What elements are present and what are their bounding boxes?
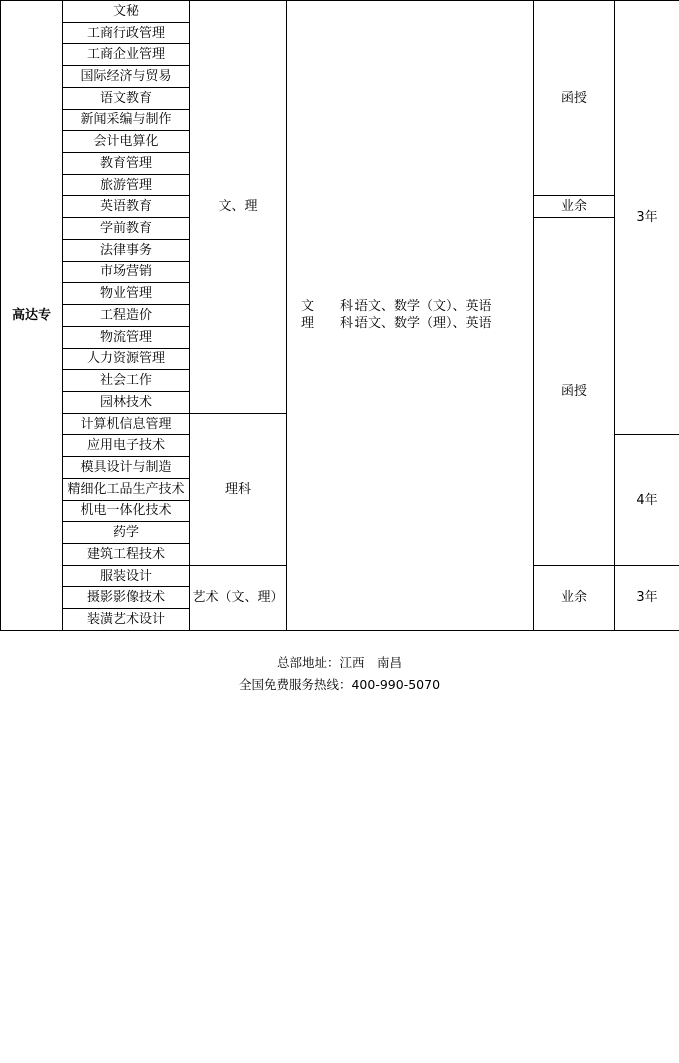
major-name: 摄影影像技术 bbox=[63, 587, 190, 609]
major-name: 计算机信息管理 bbox=[63, 413, 190, 435]
exam-li-subjects: 语文、数学（理）、英语 bbox=[355, 316, 492, 332]
major-name: 药学 bbox=[63, 522, 190, 544]
category-label: 理科 bbox=[190, 413, 287, 565]
major-name: 社会工作 bbox=[63, 370, 190, 392]
category-label: 艺术（文、理） bbox=[190, 565, 287, 630]
major-name: 国际经济与贸易 bbox=[63, 66, 190, 88]
major-name: 旅游管理 bbox=[63, 174, 190, 196]
major-name: 工商企业管理 bbox=[63, 44, 190, 66]
major-name: 工程造价 bbox=[63, 305, 190, 327]
exam-wen bbox=[287, 298, 533, 315]
exam-subjects bbox=[287, 1, 534, 631]
category-label: 文、理 bbox=[190, 1, 287, 414]
major-name: 服装设计 bbox=[63, 565, 190, 587]
major-name: 物业管理 bbox=[63, 283, 190, 305]
footer-address: 总部地址：江西 南昌 bbox=[276, 655, 402, 670]
exam-wen-label: 文 科： bbox=[301, 299, 367, 315]
duration: 4年 bbox=[615, 435, 679, 565]
study-mode: 业余 bbox=[534, 196, 615, 218]
study-mode: 业余 bbox=[534, 565, 615, 630]
footer-hotline: 全国免费服务热线：400-990-5070 bbox=[238, 677, 441, 692]
major-name: 工商行政管理 bbox=[63, 22, 190, 44]
major-name: 英语教育 bbox=[63, 196, 190, 218]
major-name: 应用电子技术 bbox=[63, 435, 190, 457]
major-name: 模具设计与制造 bbox=[63, 457, 190, 479]
major-name: 学前教育 bbox=[63, 218, 190, 240]
major-name: 文秘 bbox=[63, 1, 190, 23]
duration: 3年 bbox=[615, 1, 679, 435]
major-name: 会计电算化 bbox=[63, 131, 190, 153]
level-label: 高达专 bbox=[1, 1, 63, 631]
duration: 3年 bbox=[615, 565, 679, 630]
major-name: 语文教育 bbox=[63, 87, 190, 109]
major-name: 人力资源管理 bbox=[63, 348, 190, 370]
major-name: 机电一体化技术 bbox=[63, 500, 190, 522]
major-name: 市场营销 bbox=[63, 261, 190, 283]
major-name: 教育管理 bbox=[63, 153, 190, 175]
major-name: 法律事务 bbox=[63, 239, 190, 261]
major-name: 装潢艺术设计 bbox=[63, 609, 190, 631]
major-name: 新闻采编与制作 bbox=[63, 109, 190, 131]
table-row bbox=[1, 1, 679, 23]
study-mode: 函授 bbox=[534, 1, 615, 196]
study-mode: 函授 bbox=[534, 218, 615, 566]
exam-li-label: 理 科： bbox=[301, 316, 367, 332]
exam-li bbox=[287, 315, 533, 332]
major-name: 精细化工品生产技术 bbox=[63, 478, 190, 500]
major-name: 园林技术 bbox=[63, 391, 190, 413]
major-name: 物流管理 bbox=[63, 326, 190, 348]
exam-wen-subjects: 语文、数学（文）、英语 bbox=[355, 299, 492, 315]
major-name: 建筑工程技术 bbox=[63, 543, 190, 565]
